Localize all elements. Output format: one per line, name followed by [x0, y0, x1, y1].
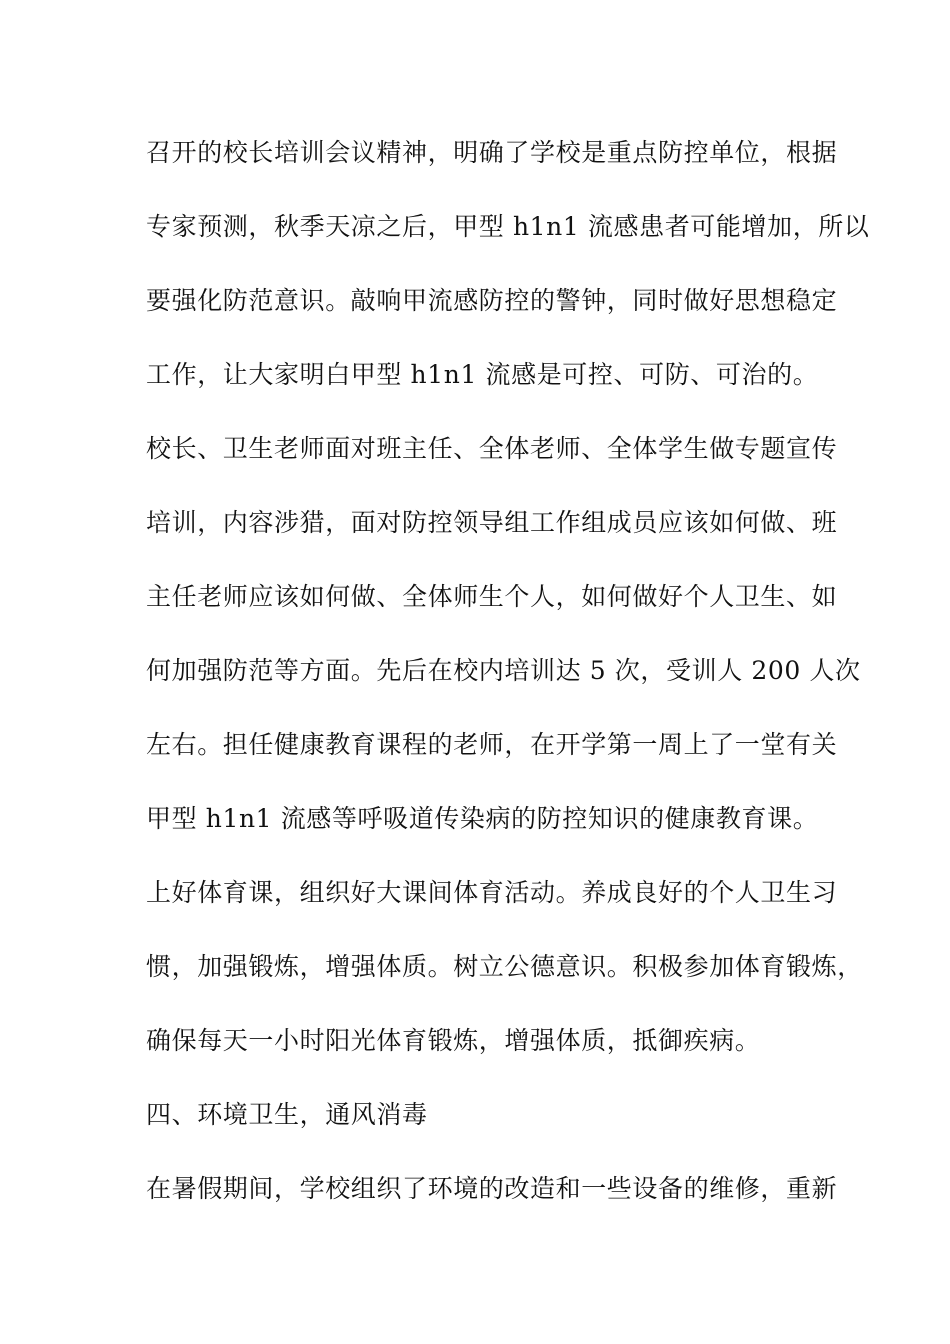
section-heading: 四、环境卫生，通风消毒 [146, 1100, 428, 1129]
text-line: 甲型 h1n1 流感等呼吸道传染病的防控知识的健康教育课。 [146, 804, 819, 833]
text-line: 专家预测，秋季天凉之后，甲型 h1n1 流感患者可能增加，所以 [146, 212, 870, 241]
text-line: 惯，加强锻炼，增强体质。树立公德意识。积极参加体育锻炼， [146, 952, 863, 981]
text-line: 主任老师应该如何做、全体师生个人，如何做好个人卫生、如 [146, 582, 838, 611]
text-line: 要强化防范意识。敲响甲流感防控的警钟，同时做好思想稳定 [146, 286, 838, 315]
text-line: 培训，内容涉猎，面对防控领导组工作组成员应该如何做、班 [146, 508, 838, 537]
text-line: 在暑假期间，学校组织了环境的改造和一些设备的维修，重新 [146, 1174, 838, 1203]
text-line: 召开的校长培训会议精神，明确了学校是重点防控单位，根据 [146, 138, 838, 167]
text-line: 左右。担任健康教育课程的老师，在开学第一周上了一堂有关 [146, 730, 838, 759]
text-line: 上好体育课，组织好大课间体育活动。养成良好的个人卫生习 [146, 878, 838, 907]
text-line: 确保每天一小时阳光体育锻炼，增强体质，抵御疾病。 [146, 1026, 761, 1055]
text-line: 工作，让大家明白甲型 h1n1 流感是可控、可防、可治的。 [146, 360, 819, 389]
text-line: 何加强防范等方面。先后在校内培训达 5 次，受训人 200 人次 [146, 656, 861, 685]
text-line: 校长、卫生老师面对班主任、全体老师、全体学生做专题宣传 [146, 434, 838, 463]
